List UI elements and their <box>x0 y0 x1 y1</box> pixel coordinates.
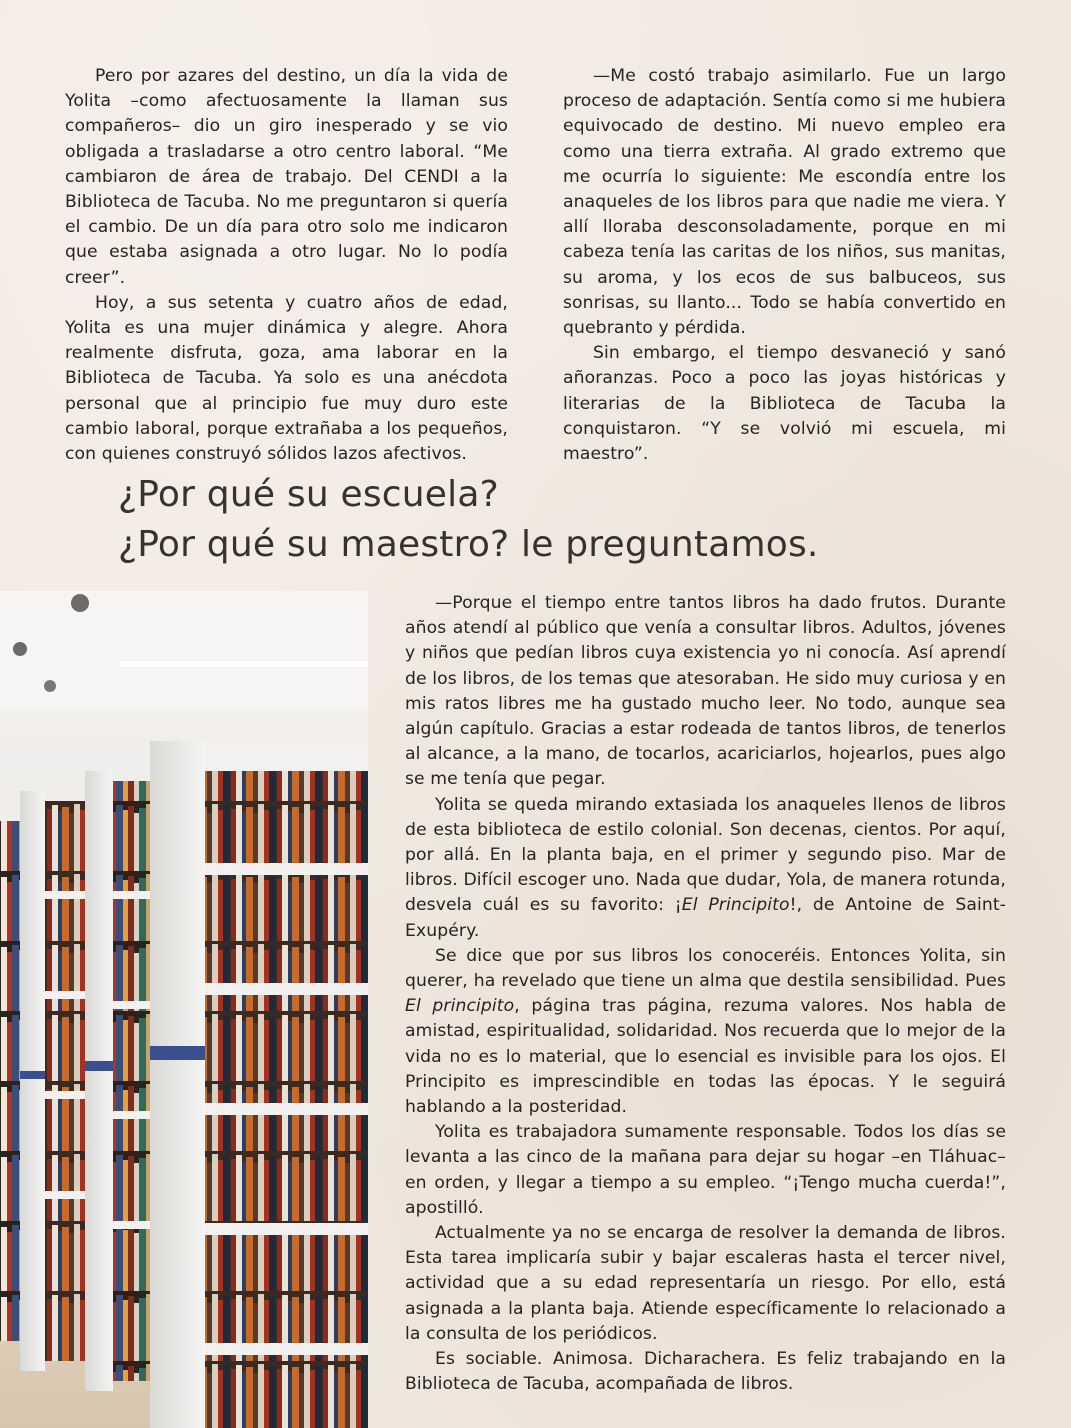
body-paragraph-2-tail: !, de Antoine de Saint-Exupéry. <box>405 895 1006 941</box>
right-paragraph-1: —Me costó trabajo asimilarlo. Fue un largo proceso de adaptación. Sentía como si me hubiera equivocado de destino. Mi nuevo empleo era como una tierra extraña. Al grado extremo que me ocurría lo siguiente: Me escondía entre los anaqueles de los libros para que nadie me viera. Y allí lloraba desconsoladamente, porque en mi cabeza tenía las caritas de los niños, sus manitas, su aroma, y los ecos de sus balbuceos, sus sonrisas, su llanto... Todo se había convertido en quebranto y pérdida. <box>563 66 1006 339</box>
library-bookshelves-photo <box>0 591 368 1428</box>
body-paragraph-4: Yolita es trabajadora sumamente responsable. Todos los días se levanta a las cinco de la mañana para dejar su hogar –en Tláhuac– en orden, y llegar a tiempo a su empleo. “¡Tengo mucha cuerda!”, apostilló. <box>405 1122 1006 1218</box>
book-title-italic: El Principito <box>681 895 790 916</box>
body-paragraph-3 <box>405 944 1006 1120</box>
heading-line-1: ¿Por qué su escuela? <box>118 474 499 515</box>
section-heading <box>118 470 1018 570</box>
body-paragraph-2-text: Yolita se queda mirando extasiada los anaqueles llenos de libros de esta biblioteca de estilo colonial. Son decenas, cientos. Por aquí, por allá. En la planta baja, en el primer y segundo piso. Mar de libros. Difícil escoger uno. Nada que dudar, Yola, de manera rotunda, desvela cuál es su favorito: ¡ <box>405 794 1006 916</box>
heading-line-2: ¿Por qué su maestro? le preguntamos. <box>118 524 819 565</box>
body-paragraph-5: Actualmente ya no se encarga de resolver la demanda de libros. Esta tarea implicaría subir y bajar escaleras hasta el tercer nivel, actividad que a su edad representaría un riesgo. Por ello, está asignada a la planta baja. Atiende específicamente lo relacionado a la consulta de los periódicos. <box>405 1223 1006 1344</box>
body-column <box>405 591 1006 1398</box>
body-paragraph-6: Es sociable. Animosa. Dicharachera. Es feliz trabajando en la Biblioteca de Tacuba, acompañada de libros. <box>405 1349 1006 1395</box>
left-paragraph-1: Pero por azares del destino, un día la vida de Yolita –como afectuosamente la llaman sus compañeros– dio un giro inesperado y se vio obligada a trasladarse a otro centro laboral. “Me cambiaron de área de trabajo. Del CENDI a la Biblioteca de Tacuba. No me preguntaron si quería el cambio. De un día para otro solo me indicaron que estaba asignada a otro lugar. No lo podía creer”. <box>65 66 508 288</box>
body-paragraph-3-tail: , página tras página, rezuma valores. Nos habla de amistad, espiritualidad, solidaridad. Nos recuerda que lo mejor de la vida no es lo material, que lo esencial es invisible para los ojos. El Principito es imprescindible en todas las épocas. Y le seguirá hablando a la posteridad. <box>405 996 1006 1118</box>
book-title-italic-2: El principito <box>405 996 515 1017</box>
right-column <box>563 64 1006 467</box>
left-paragraph-2: Hoy, a sus setenta y cuatro años de edad, Yolita es una mujer dinámica y alegre. Ahora realmente disfruta, goza, ama laborar en la Biblioteca de Tacuba. Ya solo es una anécdota personal que al principio fue muy duro este cambio laboral, porque extrañaba a los pequeños, con quienes construyó sólidos lazos afectivos. <box>65 292 508 465</box>
body-paragraph-3-text: Se dice que por sus libros los conoceréis. Entonces Yolita, sin querer, ha revelado que tiene un alma que destila sensibilidad. Pues <box>405 945 1006 992</box>
body-paragraph-2 <box>405 793 1006 944</box>
right-paragraph-2: Sin embargo, el tiempo desvaneció y sanó añoranzas. Poco a poco las joyas históricas y literarias de la Biblioteca de Tacuba la conquistaron. “Y se volvió mi escuela, mi maestro”. <box>563 343 1006 465</box>
body-paragraph-1: —Porque el tiempo entre tantos libros ha dado frutos. Durante años atendí al público que venía a consultar libros. Adultos, jóvenes y niños que pedían libros cuya existencia yo ni conocía. Así aprendí de los libros, de los temas que atesoraban. He sido muy curiosa y en mis ratos libres me ha gustado mucho leer. No todo, aunque sea algún capítulo. Gracias a estar rodeada de tantos libros, de tenerlos al alcance, a la mano, de tocarlos, acariciarlos, hojearlos, pues algo se me tenía que pegar. <box>405 593 1006 790</box>
left-column <box>65 64 508 467</box>
